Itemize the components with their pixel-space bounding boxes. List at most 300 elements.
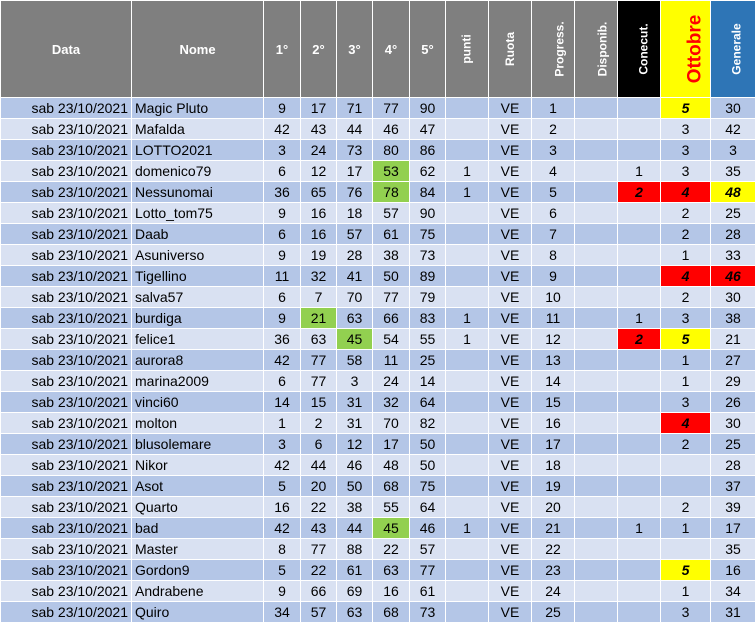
cell-data[interactable]: sab 23/10/2021 (1, 518, 132, 539)
cell-n1[interactable]: 3 (264, 434, 301, 455)
cell-nome[interactable]: Daab (132, 224, 264, 245)
cell-nome[interactable]: bad (132, 518, 264, 539)
cell-disponib[interactable] (575, 287, 618, 308)
cell-punti[interactable]: 1 (446, 182, 489, 203)
header-n1[interactable]: 1° (264, 1, 301, 98)
cell-conecut[interactable] (618, 560, 661, 581)
cell-n2[interactable]: 20 (301, 476, 337, 497)
cell-n1[interactable]: 9 (264, 203, 301, 224)
header-n2[interactable]: 2° (301, 1, 337, 98)
cell-n1[interactable]: 9 (264, 308, 301, 329)
cell-data[interactable]: sab 23/10/2021 (1, 455, 132, 476)
cell-n4[interactable]: 53 (373, 161, 410, 182)
cell-data[interactable]: sab 23/10/2021 (1, 161, 132, 182)
cell-ottobre[interactable]: 1 (661, 245, 711, 266)
cell-nome[interactable]: molton (132, 413, 264, 434)
cell-ottobre[interactable]: 1 (661, 518, 711, 539)
header-n5[interactable]: 5° (410, 1, 446, 98)
cell-conecut[interactable] (618, 392, 661, 413)
cell-generale[interactable]: 33 (711, 245, 755, 266)
cell-n2[interactable]: 21 (301, 308, 337, 329)
cell-n5[interactable]: 50 (410, 455, 446, 476)
cell-punti[interactable]: 1 (446, 161, 489, 182)
cell-nome[interactable]: Quarto (132, 497, 264, 518)
cell-n3[interactable]: 57 (337, 224, 373, 245)
cell-n3[interactable]: 58 (337, 350, 373, 371)
cell-n2[interactable]: 22 (301, 560, 337, 581)
cell-punti[interactable] (446, 539, 489, 560)
cell-n4[interactable]: 68 (373, 602, 410, 623)
cell-ruota[interactable]: VE (489, 350, 532, 371)
cell-n5[interactable]: 84 (410, 182, 446, 203)
cell-nome[interactable]: felice1 (132, 329, 264, 350)
cell-n1[interactable]: 8 (264, 539, 301, 560)
cell-n3[interactable]: 88 (337, 539, 373, 560)
cell-n1[interactable]: 5 (264, 560, 301, 581)
cell-n3[interactable]: 31 (337, 392, 373, 413)
cell-progress[interactable]: 23 (532, 560, 575, 581)
cell-progress[interactable]: 24 (532, 581, 575, 602)
cell-ottobre[interactable] (661, 539, 711, 560)
cell-n4[interactable]: 68 (373, 476, 410, 497)
cell-n2[interactable]: 16 (301, 203, 337, 224)
cell-n2[interactable]: 7 (301, 287, 337, 308)
cell-ottobre[interactable]: 2 (661, 224, 711, 245)
cell-progress[interactable]: 10 (532, 287, 575, 308)
cell-punti[interactable] (446, 413, 489, 434)
cell-n4[interactable]: 17 (373, 434, 410, 455)
cell-generale[interactable]: 25 (711, 434, 755, 455)
cell-conecut[interactable] (618, 245, 661, 266)
cell-generale[interactable]: 30 (711, 98, 755, 119)
cell-disponib[interactable] (575, 413, 618, 434)
cell-data[interactable]: sab 23/10/2021 (1, 581, 132, 602)
cell-n4[interactable]: 11 (373, 350, 410, 371)
cell-ottobre[interactable]: 4 (661, 413, 711, 434)
cell-disponib[interactable] (575, 497, 618, 518)
cell-n3[interactable]: 63 (337, 602, 373, 623)
cell-conecut[interactable]: 2 (618, 329, 661, 350)
cell-nome[interactable]: Asuniverso (132, 245, 264, 266)
cell-nome[interactable]: vinci60 (132, 392, 264, 413)
cell-punti[interactable] (446, 560, 489, 581)
cell-ottobre[interactable]: 5 (661, 329, 711, 350)
cell-n4[interactable]: 24 (373, 371, 410, 392)
cell-n1[interactable]: 11 (264, 266, 301, 287)
cell-disponib[interactable] (575, 560, 618, 581)
cell-n4[interactable]: 70 (373, 413, 410, 434)
cell-ruota[interactable]: VE (489, 560, 532, 581)
cell-n1[interactable]: 42 (264, 455, 301, 476)
cell-disponib[interactable] (575, 518, 618, 539)
cell-n3[interactable]: 38 (337, 497, 373, 518)
cell-progress[interactable]: 1 (532, 98, 575, 119)
cell-generale[interactable]: 3 (711, 140, 755, 161)
cell-ruota[interactable]: VE (489, 140, 532, 161)
cell-n5[interactable]: 83 (410, 308, 446, 329)
cell-progress[interactable]: 13 (532, 350, 575, 371)
cell-n5[interactable]: 55 (410, 329, 446, 350)
cell-n5[interactable]: 79 (410, 287, 446, 308)
cell-n5[interactable]: 64 (410, 392, 446, 413)
cell-generale[interactable]: 30 (711, 287, 755, 308)
cell-nome[interactable]: Quiro (132, 602, 264, 623)
cell-ottobre[interactable]: 4 (661, 266, 711, 287)
cell-n4[interactable]: 16 (373, 581, 410, 602)
cell-n4[interactable]: 63 (373, 560, 410, 581)
cell-punti[interactable] (446, 602, 489, 623)
cell-n2[interactable]: 77 (301, 350, 337, 371)
cell-ruota[interactable]: VE (489, 455, 532, 476)
cell-progress[interactable]: 21 (532, 518, 575, 539)
cell-n1[interactable]: 9 (264, 98, 301, 119)
cell-progress[interactable]: 22 (532, 539, 575, 560)
cell-ruota[interactable]: VE (489, 497, 532, 518)
cell-data[interactable]: sab 23/10/2021 (1, 539, 132, 560)
cell-nome[interactable]: aurora8 (132, 350, 264, 371)
cell-generale[interactable]: 42 (711, 119, 755, 140)
cell-disponib[interactable] (575, 308, 618, 329)
cell-disponib[interactable] (575, 476, 618, 497)
cell-generale[interactable]: 48 (711, 182, 755, 203)
cell-nome[interactable]: domenico79 (132, 161, 264, 182)
cell-n3[interactable]: 18 (337, 203, 373, 224)
cell-conecut[interactable] (618, 98, 661, 119)
cell-n5[interactable]: 64 (410, 497, 446, 518)
cell-nome[interactable]: Tigellino (132, 266, 264, 287)
cell-data[interactable]: sab 23/10/2021 (1, 182, 132, 203)
cell-conecut[interactable] (618, 203, 661, 224)
cell-n2[interactable]: 19 (301, 245, 337, 266)
cell-n2[interactable]: 12 (301, 161, 337, 182)
cell-ruota[interactable]: VE (489, 539, 532, 560)
cell-conecut[interactable] (618, 287, 661, 308)
cell-disponib[interactable] (575, 119, 618, 140)
cell-ottobre[interactable]: 3 (661, 602, 711, 623)
cell-ottobre[interactable]: 2 (661, 287, 711, 308)
cell-conecut[interactable] (618, 602, 661, 623)
cell-nome[interactable]: Master (132, 539, 264, 560)
cell-ruota[interactable]: VE (489, 602, 532, 623)
cell-n3[interactable]: 41 (337, 266, 373, 287)
cell-n2[interactable]: 66 (301, 581, 337, 602)
header-progress[interactable] (532, 1, 575, 98)
cell-punti[interactable] (446, 140, 489, 161)
cell-progress[interactable]: 17 (532, 434, 575, 455)
cell-conecut[interactable] (618, 140, 661, 161)
cell-n4[interactable]: 77 (373, 287, 410, 308)
cell-generale[interactable]: 34 (711, 581, 755, 602)
cell-generale[interactable]: 28 (711, 224, 755, 245)
cell-generale[interactable]: 29 (711, 371, 755, 392)
cell-n4[interactable]: 55 (373, 497, 410, 518)
cell-punti[interactable] (446, 245, 489, 266)
cell-ruota[interactable]: VE (489, 119, 532, 140)
header-disponib[interactable] (575, 1, 618, 98)
cell-generale[interactable]: 38 (711, 308, 755, 329)
cell-n2[interactable]: 43 (301, 119, 337, 140)
cell-disponib[interactable] (575, 539, 618, 560)
cell-data[interactable]: sab 23/10/2021 (1, 224, 132, 245)
cell-n3[interactable]: 63 (337, 308, 373, 329)
cell-punti[interactable] (446, 224, 489, 245)
cell-nome[interactable]: blusolemare (132, 434, 264, 455)
cell-generale[interactable]: 30 (711, 413, 755, 434)
cell-progress[interactable]: 15 (532, 392, 575, 413)
cell-generale[interactable]: 17 (711, 518, 755, 539)
cell-n5[interactable]: 89 (410, 266, 446, 287)
cell-conecut[interactable] (618, 476, 661, 497)
cell-nome[interactable]: Asot (132, 476, 264, 497)
cell-progress[interactable]: 7 (532, 224, 575, 245)
cell-ottobre[interactable]: 3 (661, 119, 711, 140)
cell-n2[interactable]: 6 (301, 434, 337, 455)
cell-n4[interactable]: 32 (373, 392, 410, 413)
cell-conecut[interactable]: 1 (618, 518, 661, 539)
cell-conecut[interactable] (618, 224, 661, 245)
cell-punti[interactable] (446, 119, 489, 140)
cell-nome[interactable]: Gordon9 (132, 560, 264, 581)
cell-conecut[interactable] (618, 497, 661, 518)
cell-generale[interactable]: 26 (711, 392, 755, 413)
cell-conecut[interactable] (618, 581, 661, 602)
cell-n2[interactable]: 65 (301, 182, 337, 203)
cell-generale[interactable]: 31 (711, 602, 755, 623)
cell-n4[interactable]: 50 (373, 266, 410, 287)
cell-n1[interactable]: 42 (264, 518, 301, 539)
cell-n5[interactable]: 62 (410, 161, 446, 182)
cell-n1[interactable]: 6 (264, 224, 301, 245)
cell-punti[interactable] (446, 581, 489, 602)
cell-ottobre[interactable]: 3 (661, 308, 711, 329)
cell-disponib[interactable] (575, 350, 618, 371)
cell-ruota[interactable]: VE (489, 161, 532, 182)
cell-ruota[interactable]: VE (489, 413, 532, 434)
cell-data[interactable]: sab 23/10/2021 (1, 413, 132, 434)
cell-progress[interactable]: 19 (532, 476, 575, 497)
cell-ruota[interactable]: VE (489, 392, 532, 413)
cell-disponib[interactable] (575, 98, 618, 119)
cell-n1[interactable]: 6 (264, 161, 301, 182)
cell-n1[interactable]: 34 (264, 602, 301, 623)
cell-data[interactable]: sab 23/10/2021 (1, 329, 132, 350)
cell-progress[interactable]: 8 (532, 245, 575, 266)
cell-conecut[interactable]: 1 (618, 161, 661, 182)
cell-disponib[interactable] (575, 140, 618, 161)
cell-n1[interactable]: 1 (264, 413, 301, 434)
header-data[interactable]: Data (1, 1, 132, 98)
cell-data[interactable]: sab 23/10/2021 (1, 476, 132, 497)
cell-punti[interactable] (446, 371, 489, 392)
cell-n1[interactable]: 14 (264, 392, 301, 413)
cell-n2[interactable]: 77 (301, 371, 337, 392)
cell-nome[interactable]: Mafalda (132, 119, 264, 140)
cell-conecut[interactable] (618, 266, 661, 287)
cell-punti[interactable]: 1 (446, 518, 489, 539)
cell-ruota[interactable]: VE (489, 203, 532, 224)
cell-data[interactable]: sab 23/10/2021 (1, 497, 132, 518)
cell-n4[interactable]: 61 (373, 224, 410, 245)
cell-nome[interactable]: Magic Pluto (132, 98, 264, 119)
cell-n5[interactable]: 82 (410, 413, 446, 434)
cell-n2[interactable]: 57 (301, 602, 337, 623)
cell-nome[interactable]: Andrabene (132, 581, 264, 602)
cell-n1[interactable]: 16 (264, 497, 301, 518)
cell-n5[interactable]: 73 (410, 245, 446, 266)
cell-n5[interactable]: 25 (410, 350, 446, 371)
cell-n4[interactable]: 48 (373, 455, 410, 476)
cell-data[interactable]: sab 23/10/2021 (1, 119, 132, 140)
cell-disponib[interactable] (575, 371, 618, 392)
cell-progress[interactable]: 14 (532, 371, 575, 392)
cell-data[interactable]: sab 23/10/2021 (1, 602, 132, 623)
cell-n4[interactable]: 54 (373, 329, 410, 350)
cell-n3[interactable]: 45 (337, 329, 373, 350)
cell-generale[interactable]: 21 (711, 329, 755, 350)
header-ottobre[interactable] (661, 1, 711, 98)
cell-progress[interactable]: 18 (532, 455, 575, 476)
cell-n2[interactable]: 17 (301, 98, 337, 119)
cell-generale[interactable]: 25 (711, 203, 755, 224)
cell-punti[interactable] (446, 434, 489, 455)
cell-n2[interactable]: 63 (301, 329, 337, 350)
cell-n1[interactable]: 42 (264, 119, 301, 140)
cell-conecut[interactable] (618, 119, 661, 140)
cell-n2[interactable]: 22 (301, 497, 337, 518)
cell-progress[interactable]: 25 (532, 602, 575, 623)
cell-ottobre[interactable] (661, 476, 711, 497)
cell-n5[interactable]: 75 (410, 224, 446, 245)
cell-n5[interactable]: 73 (410, 602, 446, 623)
cell-disponib[interactable] (575, 245, 618, 266)
cell-n4[interactable]: 45 (373, 518, 410, 539)
cell-n3[interactable]: 71 (337, 98, 373, 119)
cell-disponib[interactable] (575, 203, 618, 224)
cell-disponib[interactable] (575, 392, 618, 413)
cell-n3[interactable]: 3 (337, 371, 373, 392)
cell-ottobre[interactable]: 3 (661, 161, 711, 182)
cell-n5[interactable]: 57 (410, 539, 446, 560)
cell-data[interactable]: sab 23/10/2021 (1, 287, 132, 308)
header-n3[interactable]: 3° (337, 1, 373, 98)
cell-ruota[interactable]: VE (489, 581, 532, 602)
cell-conecut[interactable] (618, 434, 661, 455)
cell-n3[interactable]: 76 (337, 182, 373, 203)
cell-ottobre[interactable]: 2 (661, 434, 711, 455)
cell-ruota[interactable]: VE (489, 245, 532, 266)
cell-n5[interactable]: 77 (410, 560, 446, 581)
cell-data[interactable]: sab 23/10/2021 (1, 266, 132, 287)
cell-n3[interactable]: 44 (337, 119, 373, 140)
cell-n2[interactable]: 15 (301, 392, 337, 413)
cell-ottobre[interactable]: 2 (661, 203, 711, 224)
cell-n5[interactable]: 14 (410, 371, 446, 392)
cell-n3[interactable]: 12 (337, 434, 373, 455)
cell-disponib[interactable] (575, 161, 618, 182)
cell-progress[interactable]: 3 (532, 140, 575, 161)
cell-n3[interactable]: 70 (337, 287, 373, 308)
cell-n4[interactable]: 80 (373, 140, 410, 161)
cell-ottobre[interactable] (661, 455, 711, 476)
cell-punti[interactable] (446, 266, 489, 287)
cell-disponib[interactable] (575, 224, 618, 245)
cell-nome[interactable]: burdiga (132, 308, 264, 329)
cell-n3[interactable]: 61 (337, 560, 373, 581)
header-generale[interactable] (711, 1, 755, 98)
cell-n1[interactable]: 9 (264, 245, 301, 266)
cell-n2[interactable]: 24 (301, 140, 337, 161)
cell-ottobre[interactable]: 3 (661, 140, 711, 161)
cell-n1[interactable]: 36 (264, 329, 301, 350)
cell-data[interactable]: sab 23/10/2021 (1, 371, 132, 392)
cell-n2[interactable]: 43 (301, 518, 337, 539)
cell-punti[interactable]: 1 (446, 329, 489, 350)
cell-nome[interactable]: salva57 (132, 287, 264, 308)
cell-n3[interactable]: 17 (337, 161, 373, 182)
cell-n1[interactable]: 3 (264, 140, 301, 161)
cell-n5[interactable]: 86 (410, 140, 446, 161)
cell-ruota[interactable]: VE (489, 182, 532, 203)
cell-punti[interactable] (446, 203, 489, 224)
cell-n4[interactable]: 22 (373, 539, 410, 560)
header-punti[interactable] (446, 1, 489, 98)
cell-ruota[interactable]: VE (489, 224, 532, 245)
cell-progress[interactable]: 12 (532, 329, 575, 350)
cell-n4[interactable]: 77 (373, 98, 410, 119)
cell-data[interactable]: sab 23/10/2021 (1, 392, 132, 413)
cell-conecut[interactable]: 1 (618, 308, 661, 329)
cell-ruota[interactable]: VE (489, 476, 532, 497)
header-conecut[interactable] (618, 1, 661, 98)
cell-conecut[interactable] (618, 539, 661, 560)
header-n4[interactable]: 4° (373, 1, 410, 98)
cell-conecut[interactable] (618, 371, 661, 392)
cell-n1[interactable]: 42 (264, 350, 301, 371)
cell-ruota[interactable]: VE (489, 287, 532, 308)
cell-progress[interactable]: 16 (532, 413, 575, 434)
cell-n1[interactable]: 5 (264, 476, 301, 497)
cell-n3[interactable]: 28 (337, 245, 373, 266)
cell-ruota[interactable]: VE (489, 329, 532, 350)
cell-conecut[interactable] (618, 413, 661, 434)
cell-generale[interactable]: 37 (711, 476, 755, 497)
cell-n3[interactable]: 46 (337, 455, 373, 476)
cell-n2[interactable]: 16 (301, 224, 337, 245)
cell-n4[interactable]: 38 (373, 245, 410, 266)
cell-generale[interactable]: 16 (711, 560, 755, 581)
cell-progress[interactable]: 4 (532, 161, 575, 182)
cell-n5[interactable]: 90 (410, 98, 446, 119)
cell-progress[interactable]: 9 (532, 266, 575, 287)
cell-nome[interactable]: marina2009 (132, 371, 264, 392)
cell-ruota[interactable]: VE (489, 518, 532, 539)
cell-disponib[interactable] (575, 455, 618, 476)
cell-generale[interactable]: 27 (711, 350, 755, 371)
cell-n1[interactable]: 36 (264, 182, 301, 203)
cell-generale[interactable]: 28 (711, 455, 755, 476)
cell-ottobre[interactable]: 1 (661, 371, 711, 392)
cell-nome[interactable]: Nikor (132, 455, 264, 476)
cell-progress[interactable]: 11 (532, 308, 575, 329)
cell-n1[interactable]: 9 (264, 581, 301, 602)
cell-n3[interactable]: 73 (337, 140, 373, 161)
cell-n5[interactable]: 75 (410, 476, 446, 497)
cell-data[interactable]: sab 23/10/2021 (1, 350, 132, 371)
cell-n4[interactable]: 66 (373, 308, 410, 329)
cell-data[interactable]: sab 23/10/2021 (1, 245, 132, 266)
cell-n3[interactable]: 31 (337, 413, 373, 434)
cell-ruota[interactable]: VE (489, 371, 532, 392)
